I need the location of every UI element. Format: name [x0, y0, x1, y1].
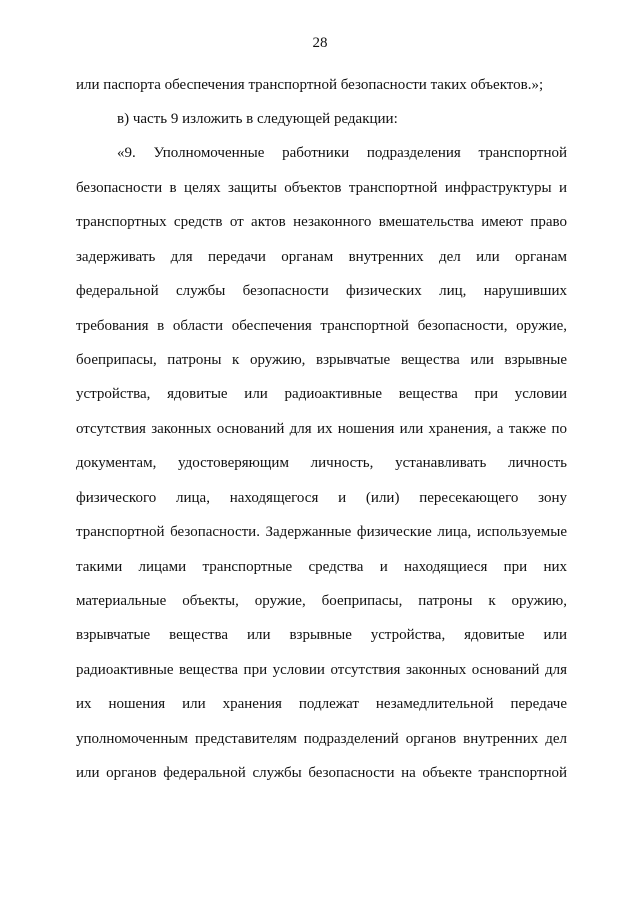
- text-line: «9. Уполномоченные работники подразделения транспортной: [117, 145, 567, 161]
- text-line: такими лицами транспортные средства и находящиеся при них: [76, 559, 567, 575]
- text-line: требования в области обеспечения транспортной безопасности, оружие,: [76, 318, 567, 334]
- text-line: уполномоченным представителям подразделений органов внутренних дел: [76, 731, 567, 747]
- text-line: их ношения или хранения подлежат незамедлительной передаче: [76, 696, 567, 712]
- text-line: безопасности в целях защиты объектов транспортной инфраструктуры и: [76, 180, 567, 196]
- text-line: или органов федеральной службы безопасности на объекте транспортной: [76, 765, 567, 781]
- text-line: задерживать для передачи органам внутренних дел или органам: [76, 249, 567, 265]
- text-line: документам, удостоверяющим личность, устанавливать личность: [76, 455, 567, 471]
- text-line: федеральной службы безопасности физических лиц, нарушивших: [76, 283, 567, 299]
- text-line: транспортных средств от актов незаконного вмешательства имеют право: [76, 214, 567, 230]
- text-line: боеприпасы, патроны к оружию, взрывчатые вещества или взрывные: [76, 352, 567, 368]
- text-line: взрывчатые вещества или взрывные устройства, ядовитые или: [76, 627, 567, 643]
- text-line: или паспорта обеспечения транспортной безопасности таких объектов.»;: [76, 77, 544, 93]
- text-line: отсутствия законных оснований для их ношения или хранения, а также по: [76, 421, 567, 437]
- text-line: устройства, ядовитые или радиоактивные вещества при условии: [76, 386, 567, 402]
- text-line: радиоактивные вещества при условии отсутствия законных оснований для: [76, 662, 567, 678]
- page-number: 28: [312, 35, 328, 51]
- text-line: транспортной безопасности. Задержанные физические лица, используемые: [76, 524, 567, 540]
- text-line: физического лица, находящегося и (или) пересекающего зону: [76, 490, 567, 506]
- text-line: в) часть 9 изложить в следующей редакции:: [117, 111, 398, 127]
- text-line: материальные объекты, оружие, боеприпасы, патроны к оружию,: [76, 593, 567, 609]
